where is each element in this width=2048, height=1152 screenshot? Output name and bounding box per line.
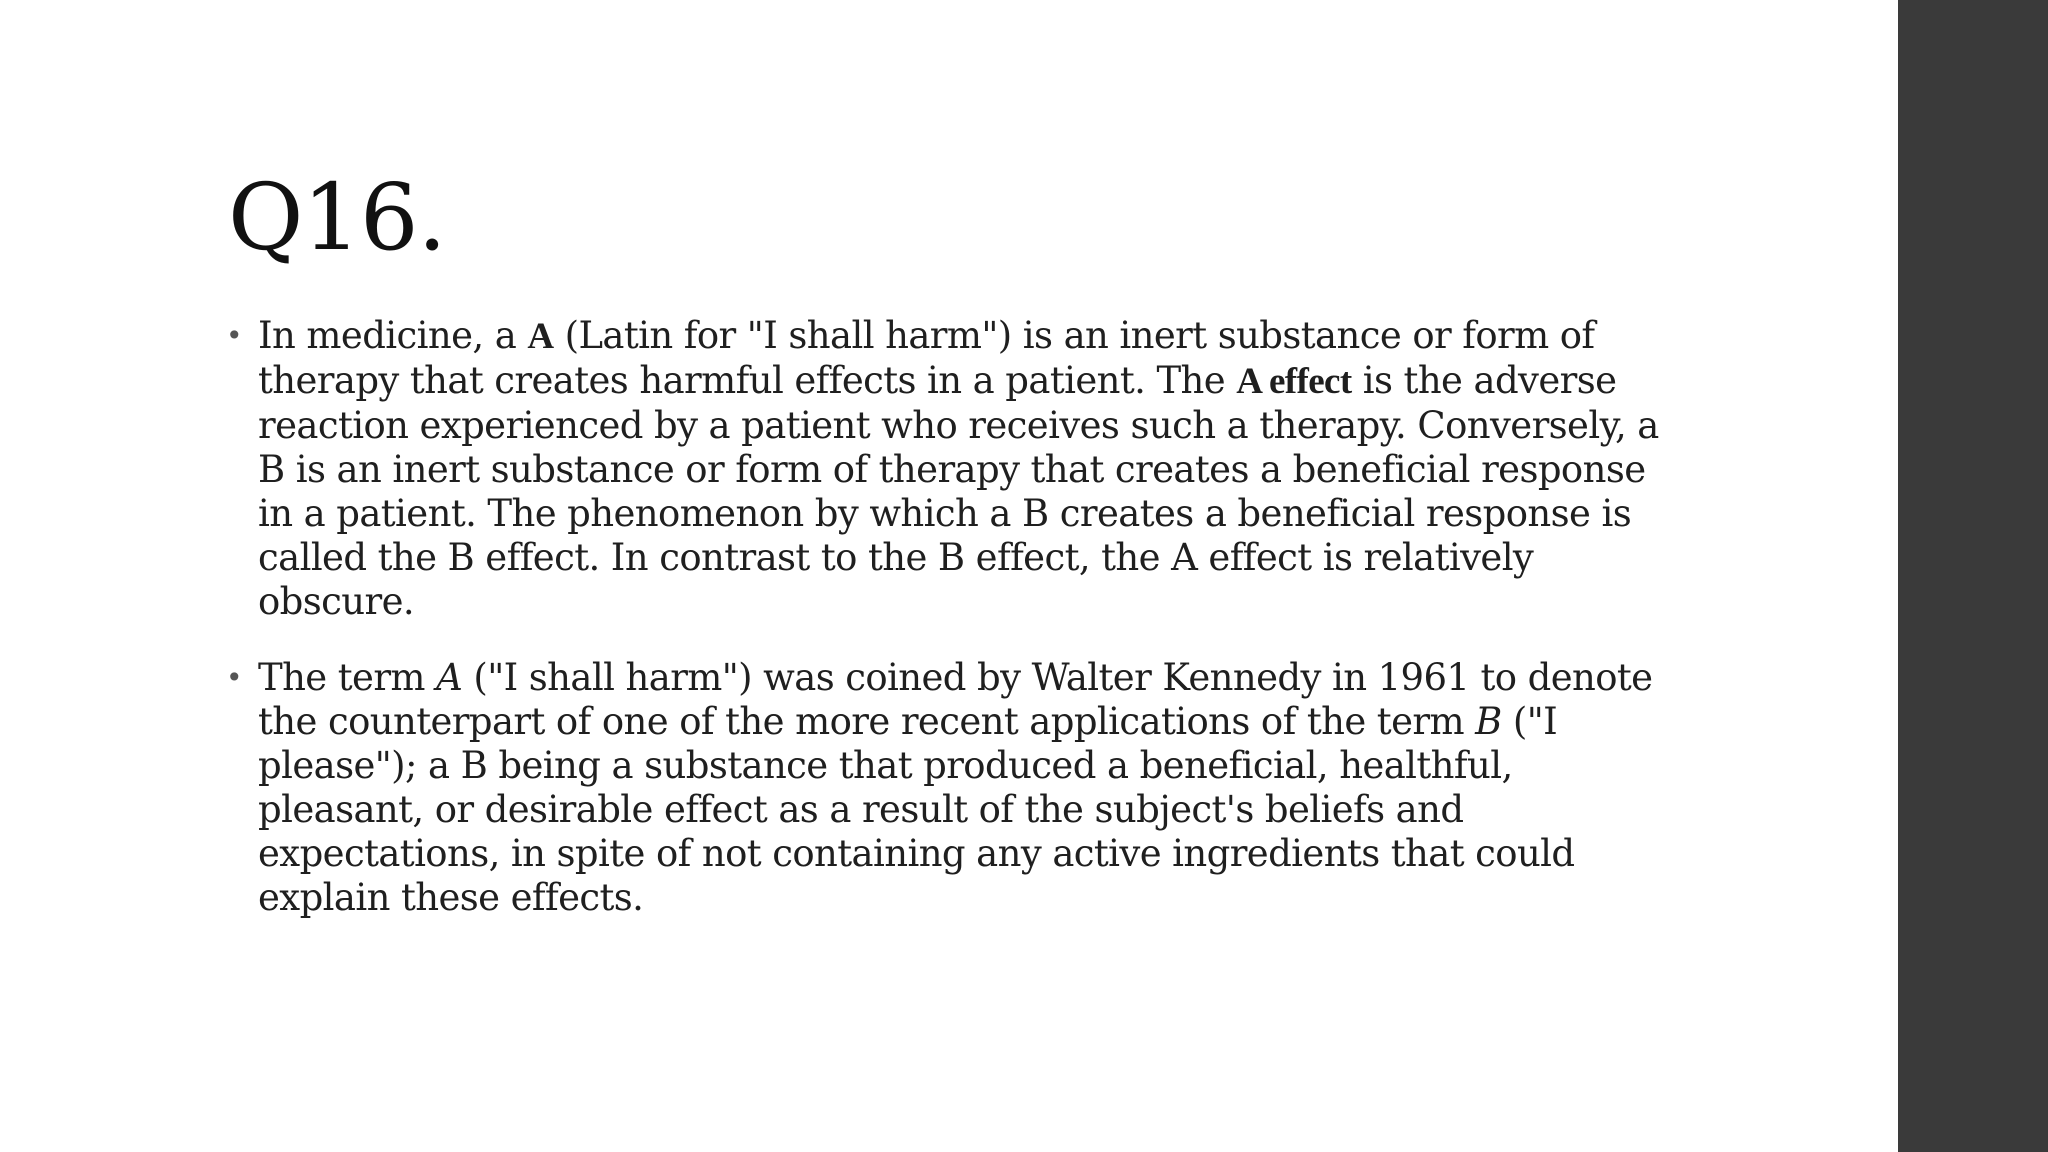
bullet-1-text-2: (Latin for "I shall harm") is an inert substance or form of therapy that creates harmful effects in a patient. The xyxy=(258,314,1595,402)
bullet-item-1 xyxy=(222,314,1662,624)
bullet-1-term-a-effect: A effect xyxy=(1236,361,1352,402)
bullet-2-text-2: ("I shall harm") was coined by Walter Kennedy in 1961 to denote the counterpart of one of the more recent applications of the term xyxy=(258,656,1653,743)
bullet-2-term-b: B xyxy=(1475,700,1502,743)
bullet-2-text-1: The term xyxy=(258,656,437,699)
side-accent-band xyxy=(1898,0,2048,1152)
bullet-dot-icon: • xyxy=(226,319,242,352)
bullet-dot-icon: • xyxy=(226,661,242,694)
bullet-1-text-3: is the adverse reaction experienced by a patient who receives such a therapy. Conversely, a B is an inert substance or form of therapy that creates a beneficial response in a patient. The phenomenon by which a B creates a beneficial response is called the B effect. In contrast to the B effect, the A effect is relatively obscure. xyxy=(258,359,1659,623)
bullet-2-text-3: ("I please"); a B being a substance that produced a beneficial, healthful, pleasant, or desirable effect as a result of the subject's beliefs and expectations, in spite of not containing any active ingredients that could explain these effects. xyxy=(258,700,1575,919)
bullet-1-term-a: A xyxy=(527,316,554,357)
slide-title: Q16. xyxy=(228,164,446,271)
bullet-2-term-a: A xyxy=(436,656,463,699)
bullet-list xyxy=(222,314,1662,920)
bullet-item-2 xyxy=(222,656,1662,920)
bullet-1-text-1: In medicine, a xyxy=(258,314,528,357)
